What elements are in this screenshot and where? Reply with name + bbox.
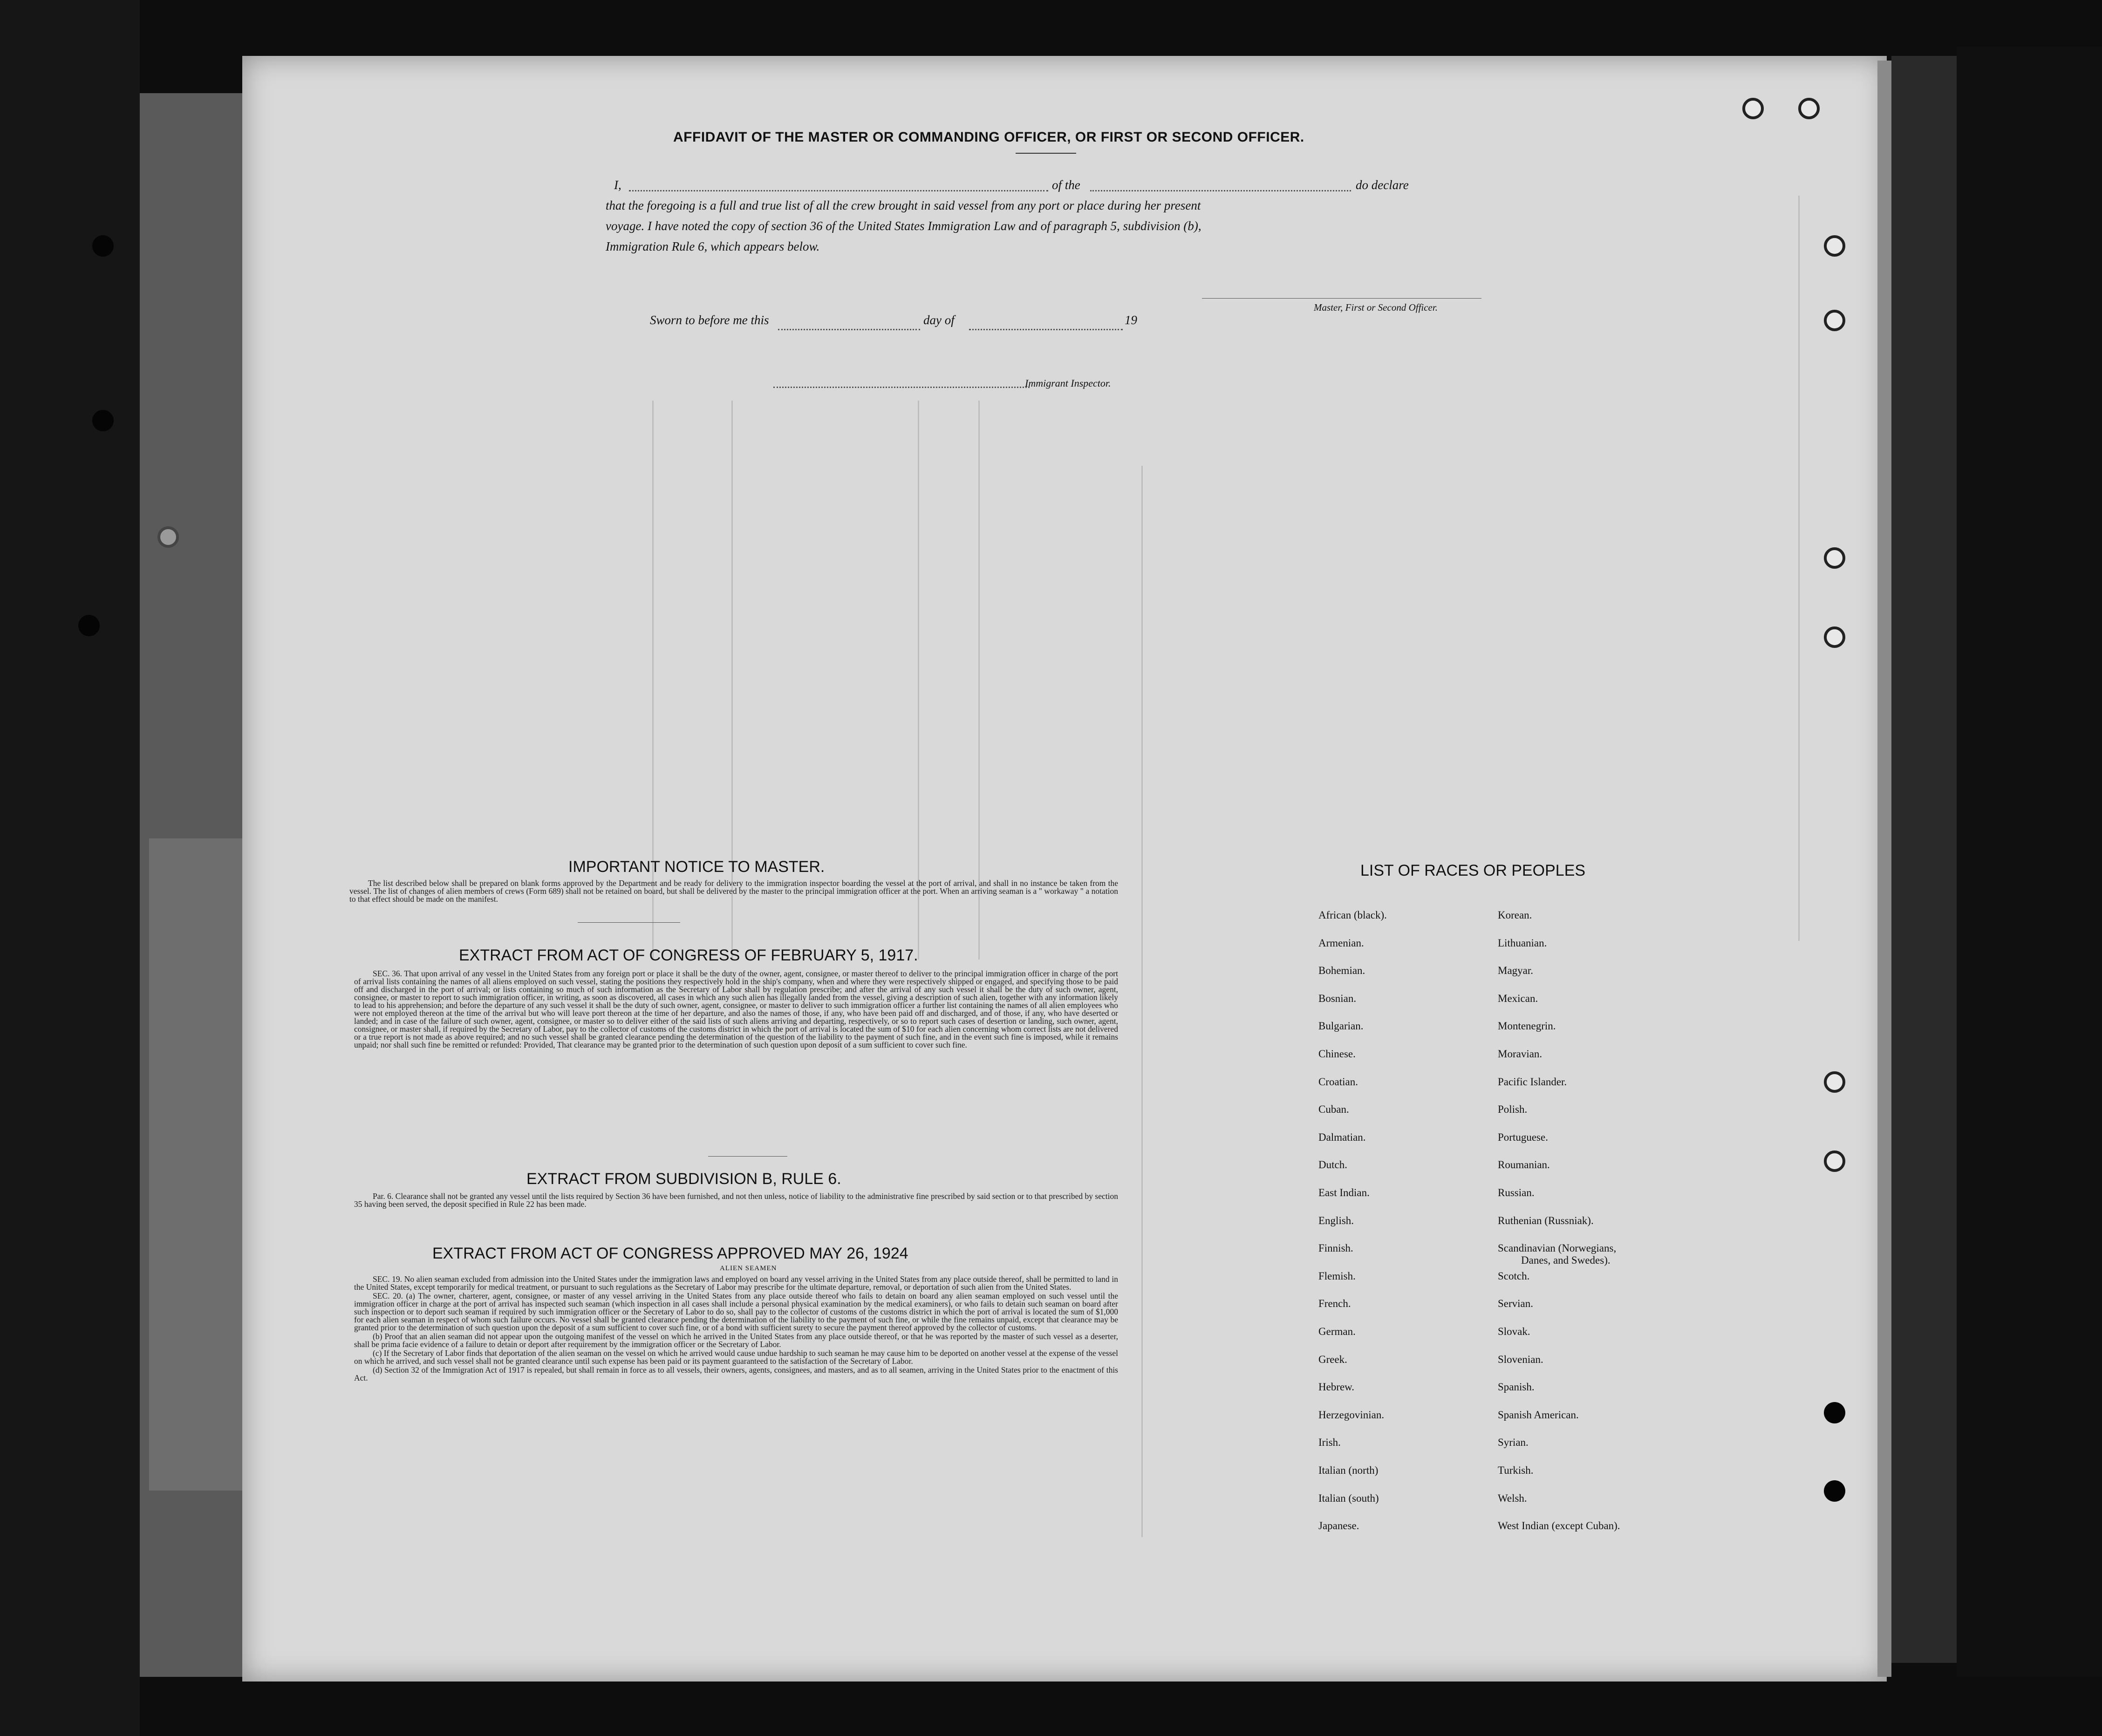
par-6-text: Par. 6. Clearance shall not be granted any vessel until the lists required by Section 36 have been furnished, and not then unless, notice of liability to the administrative fine prescribed by said section or to that prescribed by section 35 having been served, the deposit specified in Rule 22 has been made.: [354, 1191, 1118, 1209]
race-entry: Hebrew.: [1318, 1381, 1355, 1393]
race-entry: Chinese.: [1318, 1048, 1356, 1060]
notice-title: IMPORTANT NOTICE TO MASTER.: [568, 858, 825, 876]
bleed-through-rule: [918, 401, 919, 960]
race-entry: Magyar.: [1498, 965, 1534, 977]
sec-20a-text: SEC. 20. (a) The owner, charterer, agent, consignee, or master of any vessel arriving in the United States from any place outside thereof who fails to detain on board any alien seaman employed on such vessel until the immigration officer in charge at the port of arrival has inspected such seaman (which inspection in all cases shall include a personal physical examination by the medical examiners), or who fails to detain such seaman on board after such inspection or to deport such seaman if required by such immigration officer or the Secretary of Labor to do so, shall pay to the collector of customs of the customs district in which the port of arrival is located the sum of $1,000 for each alien seaman in respect of whom such failure occurs. No vessel shall be granted clearance pending the determination of the liability to the payment of such fine, or while the fine remains unpaid, except that clearance may be granted prior to the determination of such question upon the deposit of a sum sufficient to cover such fine, or of a bond with sufficient surety to secure the payment thereof approved by the collector of customs.: [354, 1291, 1118, 1332]
inspector-label: Immigrant Inspector.: [1025, 377, 1111, 389]
races-title: LIST OF RACES OR PEOPLES: [1360, 862, 1586, 879]
extract-1924-body: [354, 1275, 1118, 1383]
subdivision-b-title: EXTRACT FROM SUBDIVISION B, RULE 6.: [526, 1170, 841, 1188]
notice-body: [349, 879, 1118, 904]
race-entry: Spanish American.: [1498, 1409, 1579, 1421]
film-frame-right: [1957, 47, 2102, 1677]
race-entry: Lithuanian.: [1498, 937, 1547, 949]
affidavit-line4: Immigration Rule 6, which appears below.: [606, 239, 820, 253]
punch-hole: [1824, 1480, 1845, 1502]
race-entry: Roumanian.: [1498, 1159, 1550, 1171]
punch-hole: [78, 615, 100, 636]
race-entry: French.: [1318, 1298, 1351, 1310]
punch-hole: [1824, 1071, 1845, 1093]
affidavit-i: I,: [614, 178, 621, 192]
bleed-through-rule: [978, 401, 980, 960]
race-entry: Bosnian.: [1318, 992, 1357, 1004]
notice-divider: [578, 922, 680, 923]
inspector-line: [773, 387, 1030, 388]
punch-hole: [1824, 626, 1845, 648]
punch-hole: [92, 410, 114, 431]
race-entry: Japanese.: [1318, 1520, 1359, 1532]
affidavit-title: AFFIDAVIT OF THE MASTER OR COMMANDING OFFICER, OR FIRST OR SECOND OFFICER.: [673, 129, 1304, 145]
punch-hole: [92, 235, 114, 257]
punch-hole: [1824, 310, 1845, 331]
race-entry: Portuguese.: [1498, 1131, 1548, 1143]
race-entry: Bohemian.: [1318, 965, 1365, 977]
punch-hole: [1824, 1151, 1845, 1172]
day-of-label: day of: [923, 313, 955, 327]
punch-hole: [1824, 547, 1845, 569]
backing-sheet-right: [1891, 56, 1957, 1663]
sworn-label: Sworn to before me this: [650, 313, 769, 327]
extract-1917-title: EXTRACT FROM ACT OF CONGRESS OF FEBRUARY 5, 1917.: [459, 946, 918, 964]
race-entry: Welsh.: [1498, 1492, 1527, 1504]
race-entry: East Indian.: [1318, 1187, 1370, 1198]
race-entry: Korean.: [1498, 909, 1532, 921]
race-entry: Spanish.: [1498, 1381, 1535, 1393]
race-entry: Flemish.: [1318, 1270, 1356, 1282]
bleed-through-rule: [1141, 466, 1143, 1537]
subdivision-b-body: [354, 1192, 1118, 1209]
punch-hole: [1798, 98, 1820, 119]
race-entry: Greek.: [1318, 1353, 1347, 1365]
race-entry: Servian.: [1498, 1298, 1534, 1310]
sec-20b-text: (b) Proof that an alien seaman did not appear upon the outgoing manifest of the vessel on which he arrived in the United States from any place outside thereof, or that he was reported by the master of such vessel as a deserter, shall be prima facie evidence of a failure to detain or deport after requirement by the immigration officer or the Secretary of Labor.: [354, 1332, 1118, 1349]
punch-hole: [157, 526, 179, 548]
bleed-through-rule: [1798, 196, 1800, 941]
race-entry: West Indian (except Cuban).: [1498, 1520, 1620, 1532]
punch-hole: [1824, 1402, 1845, 1423]
race-entry: Slovak.: [1498, 1326, 1530, 1337]
race-entry: Scandinavian (Norwegians,: [1498, 1242, 1617, 1254]
race-entry: Italian (north): [1318, 1464, 1379, 1476]
race-entry: Montenegrin.: [1498, 1020, 1556, 1032]
signature-line: [1202, 298, 1481, 299]
race-entry: Danes, and Swedes).: [1521, 1254, 1611, 1266]
punch-hole: [1824, 235, 1845, 257]
affidavit-declare: do declare: [1356, 178, 1409, 192]
page-edge: [1877, 61, 1891, 1677]
race-entry: Cuban.: [1318, 1103, 1349, 1116]
alien-seamen-subtitle: ALIEN SEAMEN: [720, 1265, 777, 1272]
race-entry: Slovenian.: [1498, 1353, 1543, 1365]
race-entry: Scotch.: [1498, 1270, 1530, 1282]
race-entry: Finnish.: [1318, 1242, 1353, 1254]
notice-text: The list described below shall be prepared on blank forms approved by the Department and be ready for delivery to the immigration inspector boarding the vessel at the port of arrival, and shall in no instance be taken from the vessel. The list of changes of alien members of crews (Form 689) shall not be retained on board, but shall be delivered by the master to the principal immigration officer at the port. When an arriving seaman is a " workaway " a notation to that effect should be made on the manifest.: [349, 878, 1118, 904]
document-page: [242, 56, 1887, 1682]
race-entry: Moravian.: [1498, 1048, 1542, 1060]
backing-sheet-left-lower: [149, 838, 247, 1491]
race-entry: Ruthenian (Russniak).: [1498, 1214, 1594, 1226]
extract-divider: [708, 1156, 787, 1157]
race-entry: Croatian.: [1318, 1076, 1358, 1088]
affidavit-line2: that the foregoing is a full and true list of all the crew brought in said vessel from any port or place during her present: [606, 198, 1201, 212]
race-entry: Syrian.: [1498, 1436, 1529, 1449]
race-entry: Armenian.: [1318, 937, 1364, 949]
sec-20d-text: (d) Section 32 of the Immigration Act of 1917 is repealed, but shall remain in force as to all vessels, their owners, agents, consignees, and masters, and as to all seamen, arriving in the United States prior to the enactment of this Act.: [354, 1365, 1118, 1382]
race-entry: Mexican.: [1498, 992, 1538, 1004]
race-entry: African (black).: [1318, 909, 1387, 921]
sec-20c-text: (c) If the Secretary of Labor finds that deportation of the alien seaman on the vessel on which he arrived would cause undue hardship to such seaman he may cause him to be deported on another vessel at the expense of the vessel on which he arrived, and such vessel shall not be granted clearance until such expense has been paid or its payment guaranteed to the satisfaction of the Secretary of Labor.: [354, 1348, 1118, 1366]
name-line: [629, 190, 1048, 191]
race-entry: Dalmatian.: [1318, 1131, 1366, 1143]
affidavit-line3: voyage. I have noted the copy of section 36 of the United States Immigration Law and of paragraph 5, subdivision (b),: [606, 219, 1201, 233]
affidavit-of-the: of the: [1052, 178, 1080, 192]
title-underline: [1016, 153, 1076, 154]
film-frame-left: [0, 0, 140, 1736]
race-entry: Turkish.: [1498, 1464, 1534, 1476]
race-entry: English.: [1318, 1214, 1354, 1226]
year-prefix: 19: [1125, 313, 1137, 327]
sec-19-text: SEC. 19. No alien seaman excluded from admission into the United States under the immigration laws and employed on board any vessel arriving in the United States from any place outside thereof, shall be permitted to land in the United States, except temporarily for medical treatment, or pursuant to such regulations as the Secretary of Labor may prescribe for the ultimate departure, removal, or deportation of such alien from the United States.: [354, 1274, 1118, 1292]
sworn-month-line: [969, 329, 1123, 330]
race-entry: Italian (south): [1318, 1492, 1379, 1504]
race-entry: Russian.: [1498, 1187, 1535, 1198]
race-entry: Dutch.: [1318, 1159, 1347, 1171]
extract-1924-title: EXTRACT FROM ACT OF CONGRESS APPROVED MAY 26, 1924: [432, 1245, 908, 1262]
punch-hole: [1742, 98, 1764, 119]
extract-1917-body: [354, 970, 1118, 1050]
section-36-text: SEC. 36. That upon arrival of any vessel in the United States from any foreign port or place it shall be the duty of the owner, agent, consignee, or master thereof to deliver to the principal immigration officer in charge of the port of arrival lists containing the names of all aliens employed on such vessel, stating the positions they respectively hold in the ship's company, when and where they were respectively shipped or engaged, and specifying those to be paid off and discharged in the port of arrival; or lists containing so much of such information as the Secretary of Labor shall by regulation prescribe; and after the arrival of any such vessel it shall be the duty of such owner, agent, consignee, or master to report to such immigration officer, in writing, as soon as discovered, all cases in which any such alien has illegally landed from the vessel, giving a description of such alien, together with any information likely to lead to his apprehension; and before the departure of any such vessel it shall be the duty of such owner, agent, consignee, or master to deliver to such immigration officer a further list containing the names of all alien employees who were not employed thereon at the time of the arrival but who will leave port thereon at the time of her departure, and also the names of those, if any, who have been paid off and discharged, and of those, if any, who have deserted or landed; and in case of the failure of such owner, agent, consignee, or master so to deliver either of the said lists of such aliens arriving and departing, respectively, or so to report such cases of desertion or landing, such owner, agent, consignee, or master shall, if required by the Secretary of Labor, pay to the collector of customs of the customs district in which the port of arrival is located the sum of $10 for each alien concerning whom correct lists are not delivered or a true report is not made as above required; and no such vessel shall be granted clearance pending the determination of the question of the liability to the payment of such fine, and in the event such fine is imposed, while it remains unpaid; nor shall such fine be remitted or refunded: Provided, That clearance may be granted prior to the determination of such question upon deposit of a sum sufficient to cover such fine.: [354, 969, 1118, 1049]
race-entry: Herzegovinian.: [1318, 1409, 1385, 1421]
race-entry: Irish.: [1318, 1436, 1341, 1449]
sworn-day-line: [778, 329, 920, 330]
signature-label: Master, First or Second Officer.: [1314, 302, 1438, 313]
race-entry: German.: [1318, 1326, 1356, 1337]
vessel-line: [1090, 190, 1351, 191]
race-entry: Bulgarian.: [1318, 1020, 1364, 1032]
race-entry: Polish.: [1498, 1103, 1528, 1116]
race-entry: Pacific Islander.: [1498, 1076, 1567, 1088]
